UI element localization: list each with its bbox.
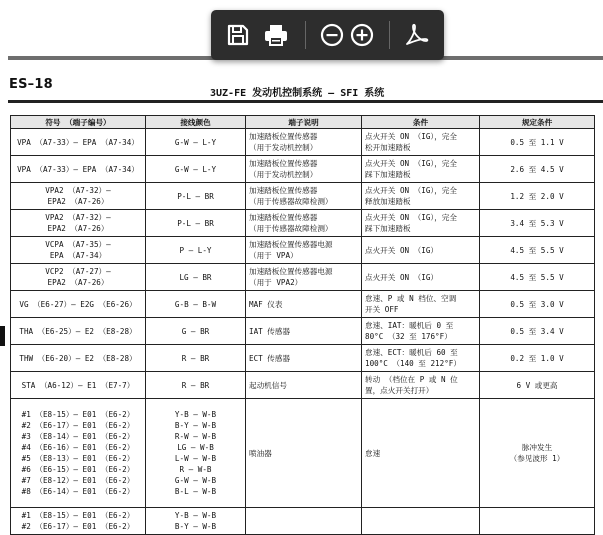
title-rule xyxy=(8,100,603,103)
cell-wire-color: G-W – L-Y xyxy=(146,129,246,156)
cell-terminal-desc: 起动机信号 xyxy=(246,372,362,399)
cell-condition: 怠速 xyxy=(362,399,480,508)
cell-wire-color: P – L-Y xyxy=(146,237,246,264)
terminal-table xyxy=(10,115,595,535)
table-row xyxy=(11,129,595,156)
cell-condition: 点火开关 ON （IG） xyxy=(362,237,480,264)
cell-wire-color: P-L – BR xyxy=(146,183,246,210)
cell-terminal-desc: IAT 传感器 xyxy=(246,318,362,345)
table-row xyxy=(11,183,595,210)
cell-wire-color: Y-B – W-B B-Y – W-B R-W – W-B LG – W-B L-W – W-B R – W-B G-W – W-B B-L – W-B xyxy=(146,399,246,508)
cell-terminal-desc: MAF 仪表 xyxy=(246,291,362,318)
save-icon xyxy=(225,22,251,48)
cell-symbol: VPA （A7-33）– EPA （A7-34） xyxy=(11,129,146,156)
cell-terminal-desc: 加速踏板位置传感器电源 （用于 VPA） xyxy=(246,237,362,264)
cell-spec: 1.2 至 2.0 V xyxy=(480,183,595,210)
side-tab-marker xyxy=(0,326,5,346)
cell-spec: 0.5 至 3.0 V xyxy=(480,291,595,318)
header-spec: 规定条件 xyxy=(480,116,595,129)
pdf-toolbar xyxy=(211,10,444,60)
table-row xyxy=(11,508,595,535)
header-terminal-desc: 端子说明 xyxy=(246,116,362,129)
zoom-out-button[interactable] xyxy=(319,22,345,48)
cell-symbol: VPA2 （A7-32）– EPA2 （A7-26） xyxy=(11,210,146,237)
cell-condition xyxy=(362,508,480,535)
table-header-row xyxy=(11,116,595,129)
cell-symbol: STA （A6-12）– E1 （E7-7） xyxy=(11,372,146,399)
cell-symbol: VPA2 （A7-32）– EPA2 （A7-26） xyxy=(11,183,146,210)
table-row xyxy=(11,318,595,345)
header-symbol: 符号 （端子编号） xyxy=(11,116,146,129)
cell-symbol: THW （E6-20）– E2 （E8-28） xyxy=(11,345,146,372)
table-row xyxy=(11,372,595,399)
cell-condition: 怠速、ECT：暖机后 60 至 100°C （140 至 212°F） xyxy=(362,345,480,372)
page-title: 3UZ-FE 发动机控制系统 – SFI 系统 xyxy=(210,88,385,99)
print-icon xyxy=(263,22,289,48)
cell-wire-color: G-B – B-W xyxy=(146,291,246,318)
cell-spec: 0.5 至 1.1 V xyxy=(480,129,595,156)
table-row xyxy=(11,291,595,318)
cell-symbol: #1 （E8-15）– E01 （E6-2） #2 （E6-17）– E01 （E6-2） #3 （E8-14）– E01 （E6-2） #4 （E6-16）– E01 （E6-2） #5 （E8-13）– E01 （E6-2） #6 （E6-15）– E01 （E6-2） #7 （E8-12）– E01 （E6-2） #8 （E6-14）– E01 （E6-2） xyxy=(11,399,146,508)
cell-condition: 点火开关 ON （IG），完全 松开加速踏板 xyxy=(362,129,480,156)
print-button[interactable] xyxy=(263,22,289,48)
table-row xyxy=(11,210,595,237)
cell-spec: 4.5 至 5.5 V xyxy=(480,264,595,291)
cell-wire-color: Y-B – W-B B-Y – W-B xyxy=(146,508,246,535)
toolbar-separator xyxy=(305,21,306,49)
table-row xyxy=(11,399,595,508)
pdf-button[interactable] xyxy=(403,22,429,48)
cell-symbol: VCP2 （A7-27）– EPA2 （A7-26） xyxy=(11,264,146,291)
cell-condition: 点火开关 ON （IG），完全 踩下加速踏板 xyxy=(362,156,480,183)
cell-terminal-desc: 喷油器 xyxy=(246,399,362,508)
cell-wire-color: LG – BR xyxy=(146,264,246,291)
cell-condition: 点火开关 ON （IG） xyxy=(362,264,480,291)
section-code: ES–18 xyxy=(9,77,53,92)
table-row xyxy=(11,264,595,291)
save-button[interactable] xyxy=(225,22,251,48)
table-row xyxy=(11,156,595,183)
cell-terminal-desc: ECT 传感器 xyxy=(246,345,362,372)
cell-condition: 怠速、P 或 N 档位、空调 开关 OFF xyxy=(362,291,480,318)
cell-spec: 2.6 至 4.5 V xyxy=(480,156,595,183)
header-wire-color: 接线颜色 xyxy=(146,116,246,129)
cell-symbol: VG （E6-27）– E2G （E6-26） xyxy=(11,291,146,318)
cell-symbol: #1 （E8-15）– E01 （E6-2） #2 （E6-17）– E01 （E6-2） xyxy=(11,508,146,535)
cell-condition: 点火开关 ON （IG），完全 释放加速踏板 xyxy=(362,183,480,210)
cell-spec: 6 V 或更高 xyxy=(480,372,595,399)
cell-symbol: VCPA （A7-35）– EPA （A7-34） xyxy=(11,237,146,264)
cell-wire-color: G – BR xyxy=(146,318,246,345)
table-row xyxy=(11,237,595,264)
pdf-icon xyxy=(403,22,429,48)
cell-terminal-desc: 加速踏板位置传感器 （用于发动机控制） xyxy=(246,129,362,156)
cell-terminal-desc: 加速踏板位置传感器 （用于发动机控制） xyxy=(246,156,362,183)
cell-symbol: THA （E6-25）– E2 （E8-28） xyxy=(11,318,146,345)
cell-terminal-desc xyxy=(246,508,362,535)
cell-condition: 怠速、IAT：暖机后 0 至 80°C （32 至 176°F） xyxy=(362,318,480,345)
cell-wire-color: G-W – L-Y xyxy=(146,156,246,183)
cell-spec: 4.5 至 5.5 V xyxy=(480,237,595,264)
header-condition: 条件 xyxy=(362,116,480,129)
cell-wire-color: R – BR xyxy=(146,372,246,399)
cell-terminal-desc: 加速踏板位置传感器 （用于传感器故障检测） xyxy=(246,183,362,210)
cell-wire-color: P-L – BR xyxy=(146,210,246,237)
cell-spec: 0.2 至 1.0 V xyxy=(480,345,595,372)
zoom-in-button[interactable] xyxy=(349,22,375,48)
toolbar-separator xyxy=(389,21,390,49)
cell-symbol: VPA （A7-33）– EPA （A7-34） xyxy=(11,156,146,183)
cell-spec: 0.5 至 3.4 V xyxy=(480,318,595,345)
cell-terminal-desc: 加速踏板位置传感器 （用于传感器故障检测） xyxy=(246,210,362,237)
cell-spec: 3.4 至 5.3 V xyxy=(480,210,595,237)
cell-condition: 转动 （档位在 P 或 N 位 置，点火开关打开） xyxy=(362,372,480,399)
cell-spec: 脉冲发生 （参见波形 1） xyxy=(480,399,595,508)
table-row xyxy=(11,345,595,372)
zoom-out-icon xyxy=(319,22,345,48)
zoom-in-icon xyxy=(349,22,375,48)
cell-terminal-desc: 加速踏板位置传感器电源 （用于 VPA2） xyxy=(246,264,362,291)
cell-spec xyxy=(480,508,595,535)
cell-wire-color: R – BR xyxy=(146,345,246,372)
cell-condition: 点火开关 ON （IG），完全 踩下加速踏板 xyxy=(362,210,480,237)
